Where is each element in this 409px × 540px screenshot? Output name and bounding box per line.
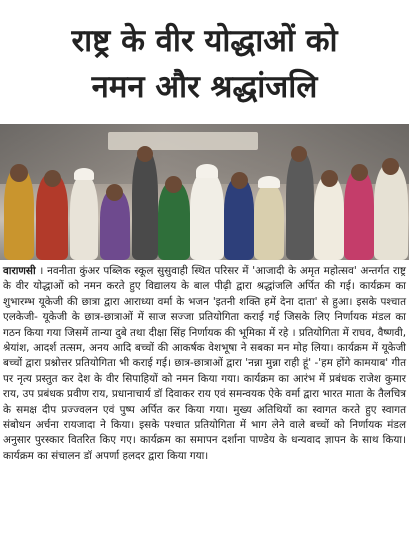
child-head (382, 158, 399, 175)
child-head (106, 184, 123, 201)
child-figure (70, 176, 98, 260)
child-head (44, 170, 61, 187)
child-figure (158, 182, 190, 260)
child-cap (74, 168, 94, 180)
headline (0, 0, 409, 120)
adult-figure (286, 152, 314, 260)
adult-head (291, 146, 307, 162)
child-figure (190, 172, 224, 260)
child-figure (314, 176, 344, 260)
child-figure (374, 164, 408, 260)
child-figure (224, 178, 254, 260)
adult-figure (132, 150, 158, 260)
child-head (231, 172, 248, 189)
child-head (351, 164, 368, 181)
article-body (3, 264, 406, 464)
child-cap (196, 164, 218, 178)
dateline-separator: । (35, 265, 48, 277)
event-photo (0, 124, 409, 260)
child-figure (344, 170, 374, 260)
child-cap (258, 176, 280, 188)
child-head (10, 164, 28, 182)
headline-line-1: राष्ट्र के वीर योद्धाओं को (71, 23, 338, 59)
headline-line-2: नमन और श्रद्धांजलि (91, 69, 318, 105)
child-head (165, 176, 182, 193)
child-figure (254, 184, 284, 260)
adult-head (137, 146, 153, 162)
article-paragraph: नवनीता कुंअर पब्लिक स्कूल सुसुवाही स्थित परिसर में 'आजादी के अमृत महोत्सव' अन्तर्गत राष्ट्र के वीर योद्धाओं को नमन करते हुए विद्यालय के बाल पीढ़ी द्वारा श्रद्धांजलि अर्पित की गई। कार्यक्रम का शुभारम्भ यूकेजी की छात्रा द्वारा आराध्या वर्मा के भजन 'इतनी शक्ति हमें देना दाता' से हुआ। इसके पश्चात एलकेजी- यूकेजी के छात्र-छात्राओं में साज सज्जा प्रतियोगिता कराई गई जिसके लिए निर्णायक मंडल का गठन किया गया जिसमें तान्या दुबे तथा दीक्षा सिंह निर्णायक की भूमिका में रहे । प्रतियोगिता में राघव, वैष्णवी, श्रेयांश, आदर्श तत्सम, अनय आदि बच्चों की आकर्षक वेशभूषा ने सबका मन मोह लिया। कार्यक्रम में यूकेजी बच्चों द्वारा प्रश्नोत्तर प्रतियोगिता भी कराई गई। छात्र-छात्राओं द्वारा 'नन्ना मुन्ना राही हूं' -'हम होंगे कामयाब' गीत पर नृत्य प्रस्तुत कर देश के वीर सिपाहियों को नमन किया गया। कार्यक्रम का आरंभ में प्रबंधक राजेश कुमार राय, उप प्रबंधक प्रवीण राय, प्रधानाचार्य डॉ दिवाकर राय एवं समन्वयक ऐके वर्मा द्वारा भारत माता के तैलचित्र के समक्ष दीप प्रज्ज्वलन एवं पुष्प अर्पित कर किया गया। मुख्य अतिथियों का स्वागत करते हुए स्वागत संबोधन अर्चना रायजादा ने किया। इसके पश्चात प्रतियोगिता में भाग लेने वाले बच्चों को निर्णायक मंडल अनुसार पुरस्कार वितरित किए गए। कार्यक्रम का समापन दर्शाना पाण्डेय के धन्यवाद ज्ञापन के साथ किया। कार्यक्रम का संचालन डॉ अपर्णा हलदर द्वारा किया गया। (3, 265, 407, 462)
article-dateline: वाराणसी (3, 265, 36, 277)
photo-banner (108, 132, 258, 150)
child-head (321, 170, 338, 187)
